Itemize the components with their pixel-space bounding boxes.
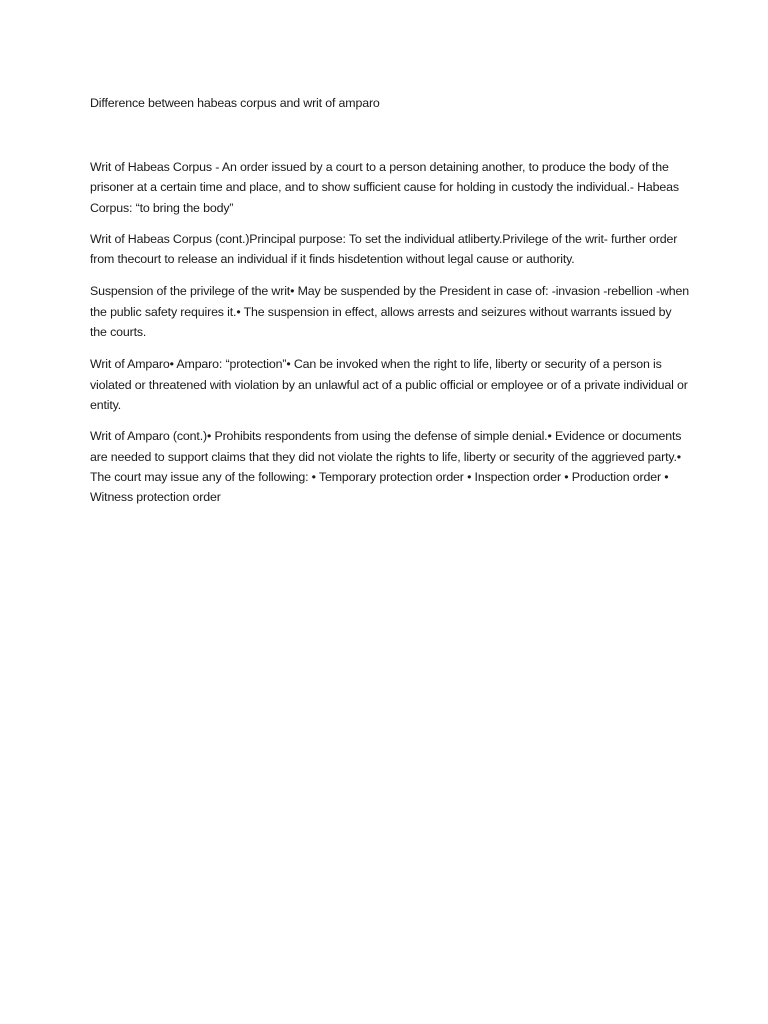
document-body — [90, 93, 690, 507]
document-title: Difference between habeas corpus and writ of amparo — [90, 96, 380, 110]
paragraph-habeas-corpus-definition: Writ of Habeas Corpus - An order issued by a court to a person detaining another, to produce the body of the prisoner at a certain time and place, and to show sufficient cause for holding in custody the individual.- Habeas Corpus: “to bring the body” — [90, 160, 679, 215]
paragraph-writ-of-amparo-orders: Writ of Amparo (cont.)• Prohibits respondents from using the defense of simple denial.• Evidence or documents are needed to support claims that they did not violate the rights to life, liberty or security of the aggrieved party.• The court may issue any of the following: • Temporary protection order • Inspection order • Production order • Witness protection order — [90, 429, 682, 505]
paragraph-habeas-corpus-purpose: Writ of Habeas Corpus (cont.)Principal purpose: To set the individual atliberty.Privilege of the writ- further order from thecourt to release an individual if it finds hisdetention without legal cause or authority. — [90, 231, 678, 267]
paragraph-suspension-of-privilege: Suspension of the privilege of the writ• May be suspended by the President in case of: -invasion -rebellion -when the public safety requires it.• The suspension in effect, allows arrests and seizures without warrants issued by the courts. — [90, 284, 690, 340]
paragraph-writ-of-amparo-definition: Writ of Amparo• Amparo: “protection”• Can be invoked when the right to life, liberty or security of a person is violated or threatened with violation by an unlawful act of a public official or employee or of a private individual or entity. — [90, 357, 688, 412]
